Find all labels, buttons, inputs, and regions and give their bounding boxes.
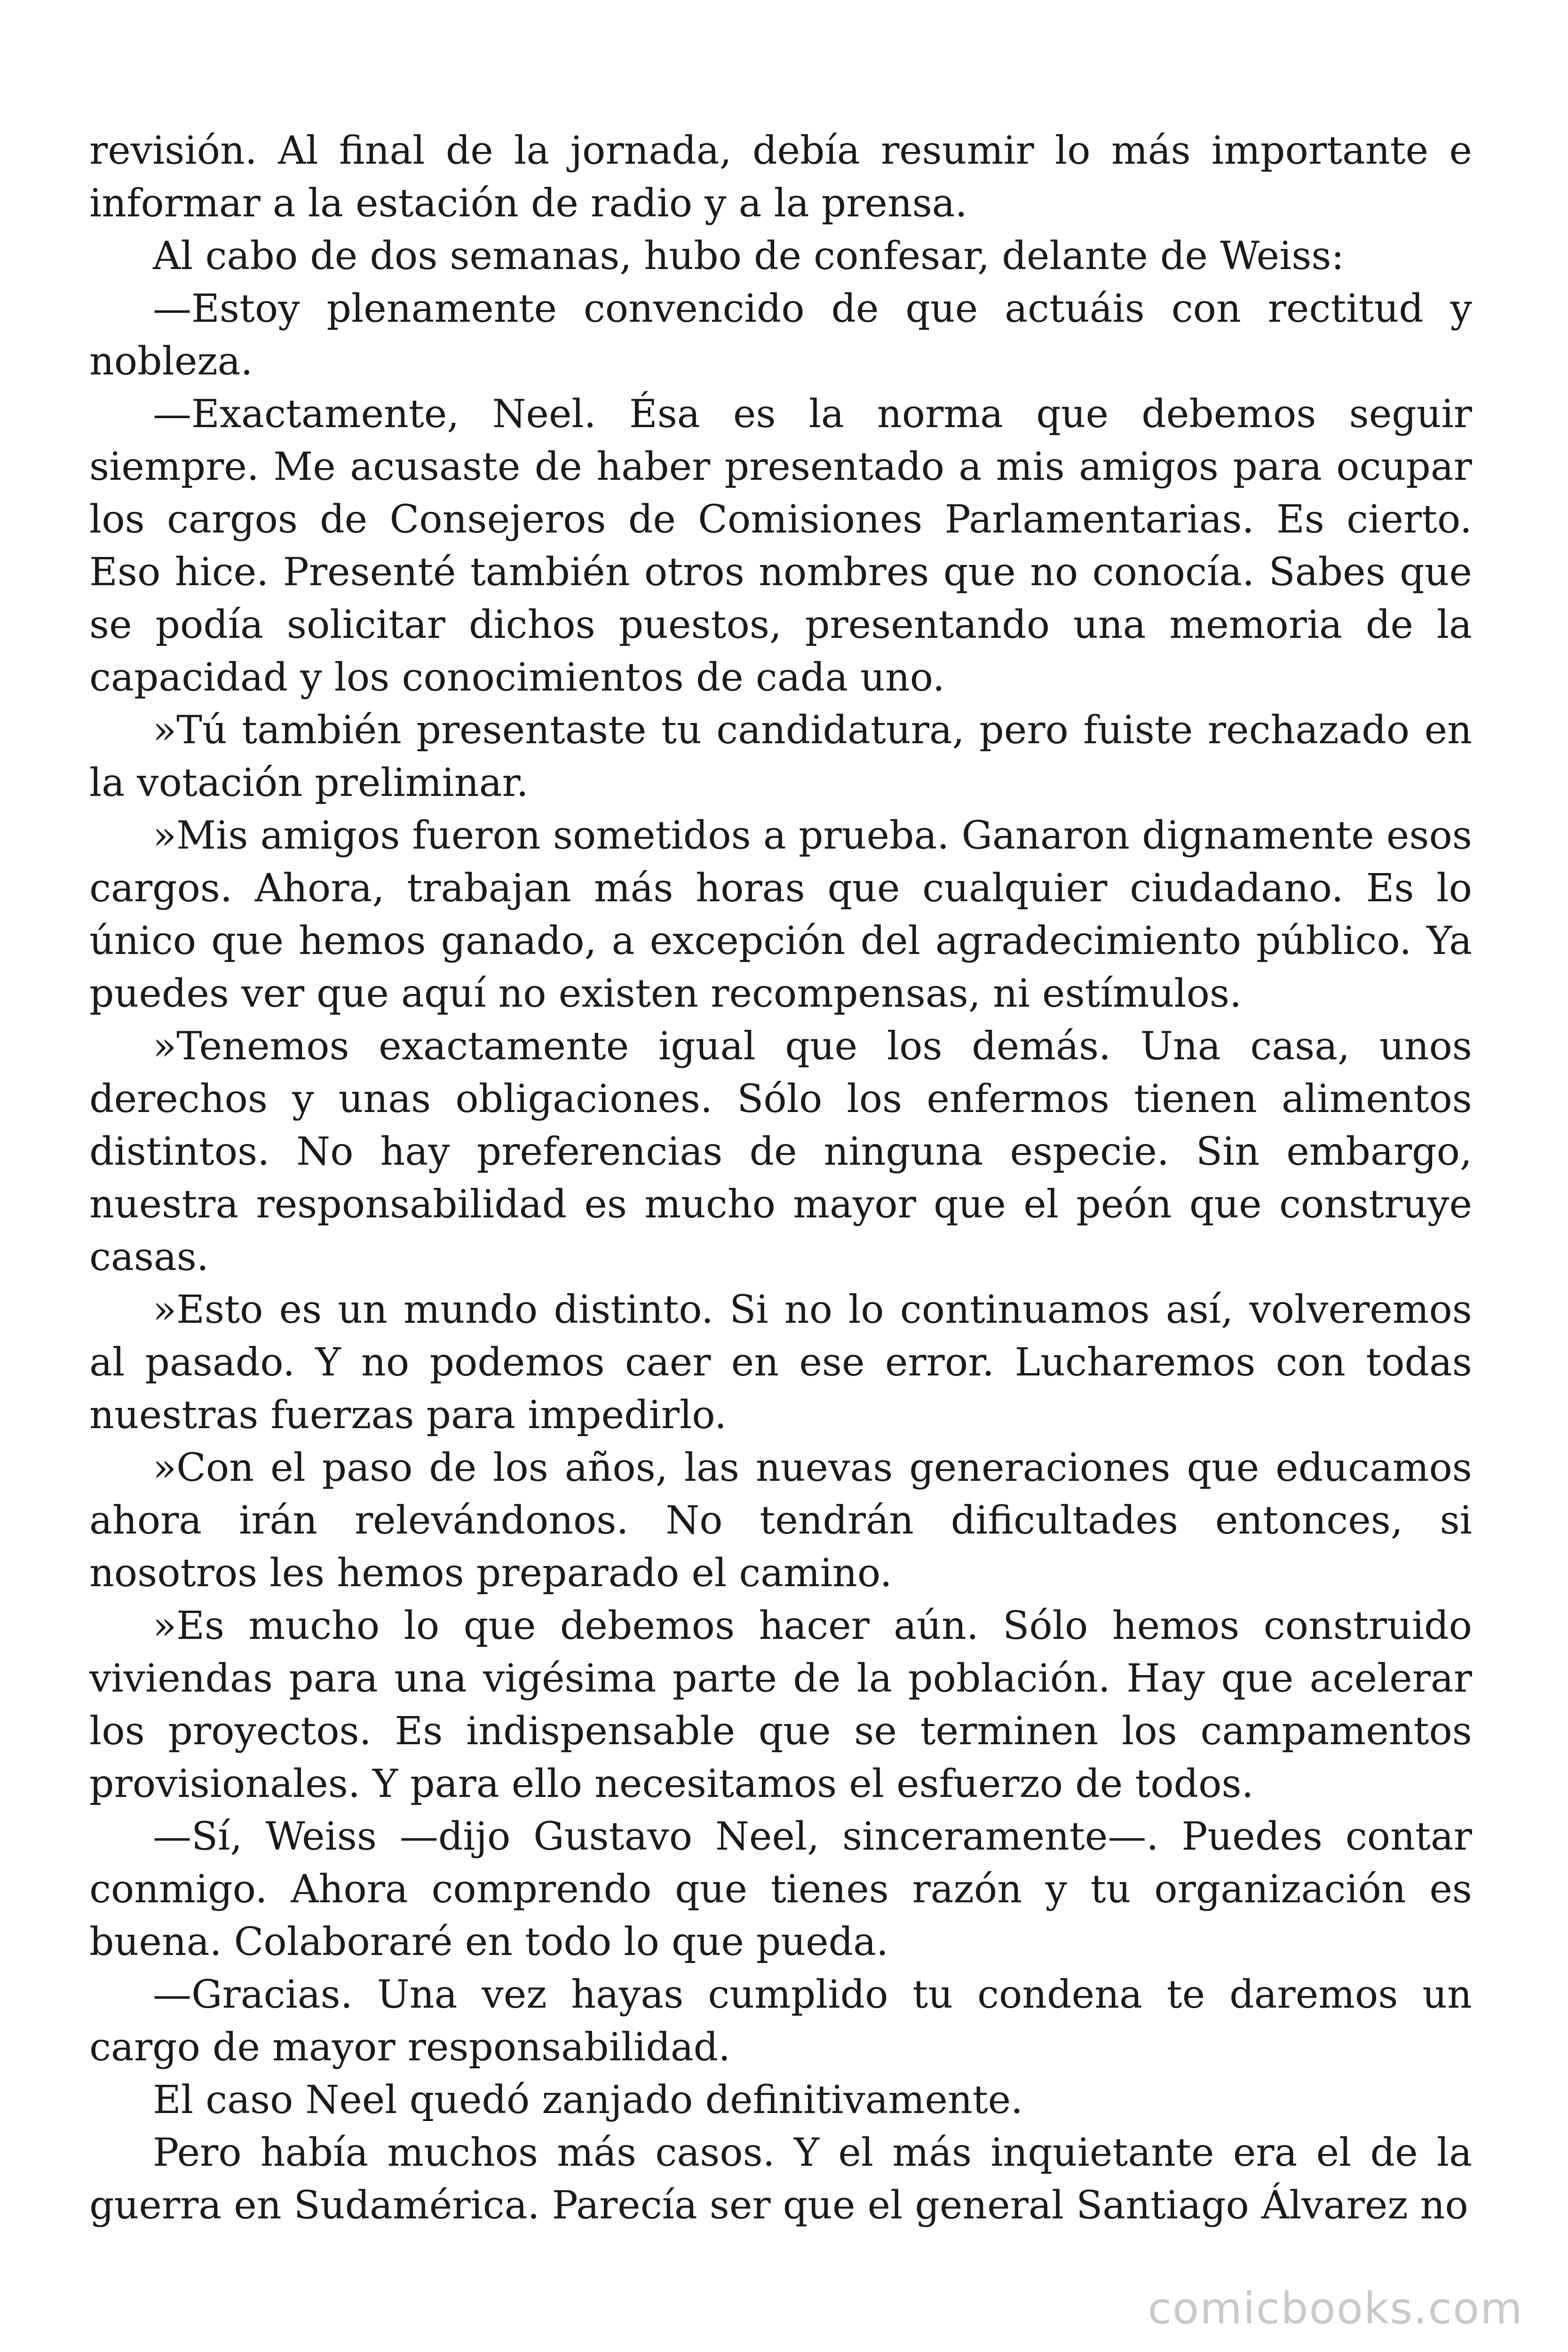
body-text: [89, 125, 1472, 2232]
watermark: comicbooks.com: [1148, 2283, 1523, 2334]
paragraph-dialogue: —Estoy plenamente convencido de que actuáis con rectitud y nobleza.: [89, 286, 1472, 384]
paragraph-continuation: revisión. Al final de la jornada, debía resumir lo más importante e informar a la estación de radio y a la prensa.: [89, 128, 1472, 226]
paragraph: Al cabo de dos semanas, hubo de confesar, delante de Weiss:: [153, 234, 1345, 278]
paragraph-quote: »Esto es un mundo distinto. Si no lo continuamos así, volveremos al pasado. Y no podemos caer en ese error. Lucharemos con todas nuestras fuerzas para impedirlo.: [89, 1287, 1472, 1438]
paragraph-quote: »Mis amigos fueron sometidos a prueba. Ganaron dignamente esos cargos. Ahora, trabajan más horas que cualquier ciudadano. Es lo único que hemos ganado, a excepción del agradecimiento público. Ya puedes ver que aquí no existen recompensas, ni estímulos.: [89, 813, 1472, 1016]
paragraph-quote: »Tenemos exactamente igual que los demás. Una casa, unos derechos y unas obligaciones. Sólo los enfermos tienen alimentos distintos. No hay preferencias de ninguna especie. Sin embargo, nuestra responsabilidad es mucho mayor que el peón que construye casas.: [89, 1024, 1472, 1279]
paragraph-quote: »Tú también presentaste tu candidatura, pero fuiste rechazado en la votación preliminar.: [89, 708, 1472, 805]
paragraph: El caso Neel quedó zanjado definitivamente.: [153, 2078, 1023, 2122]
paragraph-quote: »Es mucho lo que debemos hacer aún. Sólo hemos construido viviendas para una vigésima parte de la población. Hay que acelerar los proyectos. Es indispensable que se terminen los campamentos provisionales. Y para ello necesitamos el esfuerzo de todos.: [89, 1604, 1472, 1806]
paragraph-quote: »Con el paso de los años, las nuevas generaciones que educamos ahora irán relevándonos. No tendrán dificultades entonces, si nosotros les hemos preparado el camino.: [89, 1446, 1472, 1596]
paragraph: Pero había muchos más casos. Y el más inquietante era el de la guerra en Sudamérica. Parecía ser que el general Santiago Álvarez no: [89, 2130, 1472, 2228]
paragraph-dialogue: —Sí, Weiss —dijo Gustavo Neel, sinceramente—. Puedes contar conmigo. Ahora comprendo que tienes razón y tu organización es buena. Colaboraré en todo lo que pueda.: [89, 1814, 1472, 1964]
paragraph-dialogue: —Exactamente, Neel. Ésa es la norma que debemos seguir siempre. Me acusaste de haber presentado a mis amigos para ocupar los cargos de Consejeros de Comisiones Parlamentarias. Es cierto. Eso hice. Presenté también otros nombres que no conocía. Sabes que se podía solicitar dichos puestos, presentando una memoria de la capacidad y los conocimientos de cada uno.: [89, 392, 1472, 700]
paragraph-dialogue: —Gracias. Una vez hayas cumplido tu condena te daremos un cargo de mayor responsabilidad.: [89, 1972, 1472, 2070]
